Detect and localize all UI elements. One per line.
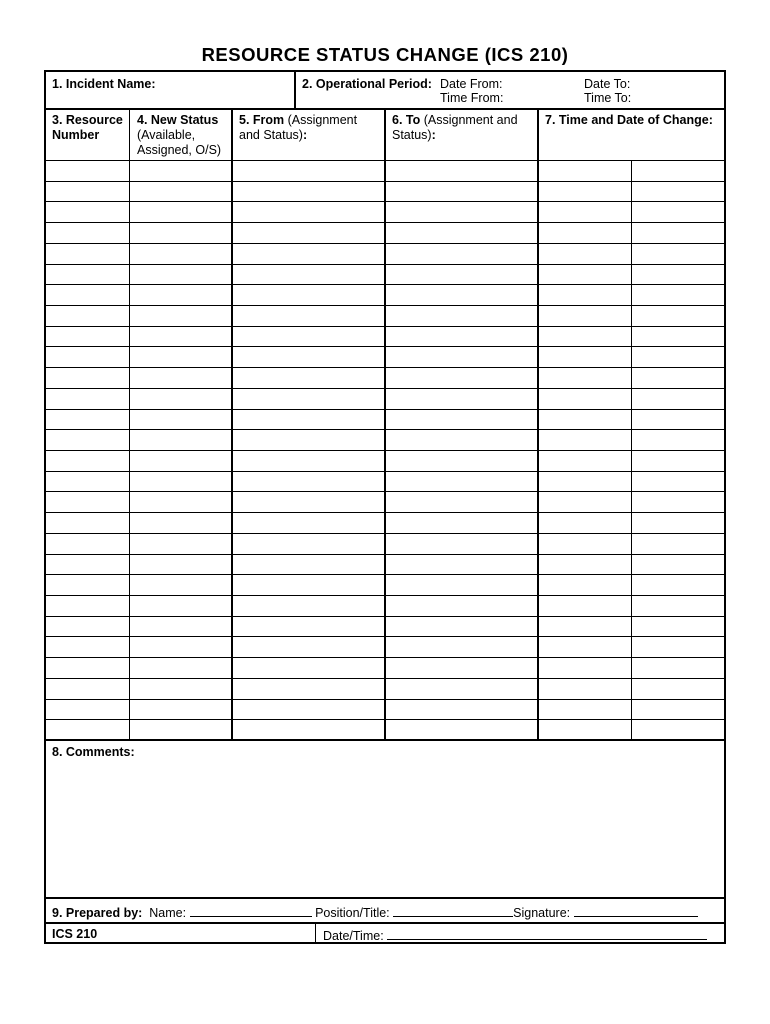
comments-bottom (44, 897, 726, 899)
table-row[interactable] (44, 181, 726, 182)
col-to-text2: Status) (392, 128, 432, 142)
time-to-label: Time To: (584, 91, 632, 105)
table-row[interactable] (44, 678, 726, 679)
operational-period-label: 2. Operational Period: (302, 77, 432, 91)
position-label: Position/Title: (315, 906, 390, 920)
table-row[interactable] (44, 201, 726, 202)
form-frame (44, 70, 726, 944)
col-from-colon: : (302, 128, 308, 142)
signature-field[interactable] (574, 904, 698, 917)
name-label: Name: (149, 906, 187, 920)
col-resource-number-l1: 3. Resource (52, 113, 123, 127)
table-row[interactable] (44, 616, 726, 617)
col-to-l1 (392, 113, 518, 128)
col-resource-number-l2: Number (52, 128, 100, 142)
table-row[interactable] (44, 636, 726, 637)
table-row[interactable] (44, 160, 726, 161)
table-row[interactable] (44, 595, 726, 596)
col-from-l1 (239, 113, 357, 128)
signature-label: Signature: (513, 906, 571, 920)
table-row[interactable] (44, 533, 726, 534)
table-row[interactable] (44, 657, 726, 658)
col-line-1 (129, 108, 130, 740)
table-row[interactable] (44, 222, 726, 223)
table-row[interactable] (44, 429, 726, 430)
table-row[interactable] (44, 305, 726, 306)
col-from-number: 5. From (239, 113, 285, 127)
table-row[interactable] (44, 719, 726, 720)
table-row[interactable] (44, 264, 726, 265)
table-row[interactable] (44, 491, 726, 492)
table-row[interactable] (44, 450, 726, 451)
col-line-4 (537, 108, 539, 740)
comments-label: 8. Comments: (52, 745, 135, 759)
prepared-by-row (52, 904, 698, 921)
col-new-status-l1: 4. New Status (137, 113, 219, 127)
prepared-bottom (44, 922, 726, 924)
table-bottom (44, 739, 726, 741)
col-new-status-l2: (Available, (137, 128, 196, 142)
col-to-number: 6. To (392, 113, 421, 127)
col-time-date: 7. Time and Date of Change: (545, 113, 713, 127)
table-row[interactable] (44, 367, 726, 368)
table-row[interactable] (44, 554, 726, 555)
comments-area[interactable] (46, 762, 724, 896)
col-line-3 (384, 108, 386, 740)
col-from-l2 (239, 128, 307, 143)
time-from-label: Time From: (440, 91, 504, 105)
position-field[interactable] (393, 904, 513, 917)
table-row[interactable] (44, 512, 726, 513)
name-field[interactable] (190, 904, 312, 917)
table-row[interactable] (44, 388, 726, 389)
prepared-by-label: 9. Prepared by: (52, 906, 143, 920)
table-row[interactable] (44, 409, 726, 410)
col-to-text: (Assignment and (420, 113, 518, 127)
table-row[interactable] (44, 326, 726, 327)
table-row[interactable] (44, 243, 726, 244)
footer-vdivider (315, 922, 316, 944)
datetime-field[interactable] (387, 927, 707, 940)
col-new-status-l3: Assigned, O/S) (137, 143, 222, 157)
incident-name-label: 1. Incident Name: (52, 77, 156, 91)
table-row[interactable] (44, 699, 726, 700)
col-from-text: (Assignment (284, 113, 358, 127)
datetime-row (323, 927, 707, 944)
date-to-label: Date To: (584, 77, 631, 91)
datetime-label: Date/Time: (323, 929, 384, 943)
form-id: ICS 210 (52, 927, 98, 941)
col-to-l2 (392, 128, 436, 143)
form-title: RESOURCE STATUS CHANGE (ICS 210) (201, 44, 569, 65)
table-row[interactable] (44, 346, 726, 347)
col-from-text2: and Status) (239, 128, 303, 142)
table-row[interactable] (44, 284, 726, 285)
table-row[interactable] (44, 574, 726, 575)
col-to-colon: : (431, 128, 436, 142)
header-vdivider (294, 70, 296, 108)
col-line-2 (231, 108, 233, 740)
table-row[interactable] (44, 471, 726, 472)
date-from-label: Date From: (440, 77, 503, 91)
